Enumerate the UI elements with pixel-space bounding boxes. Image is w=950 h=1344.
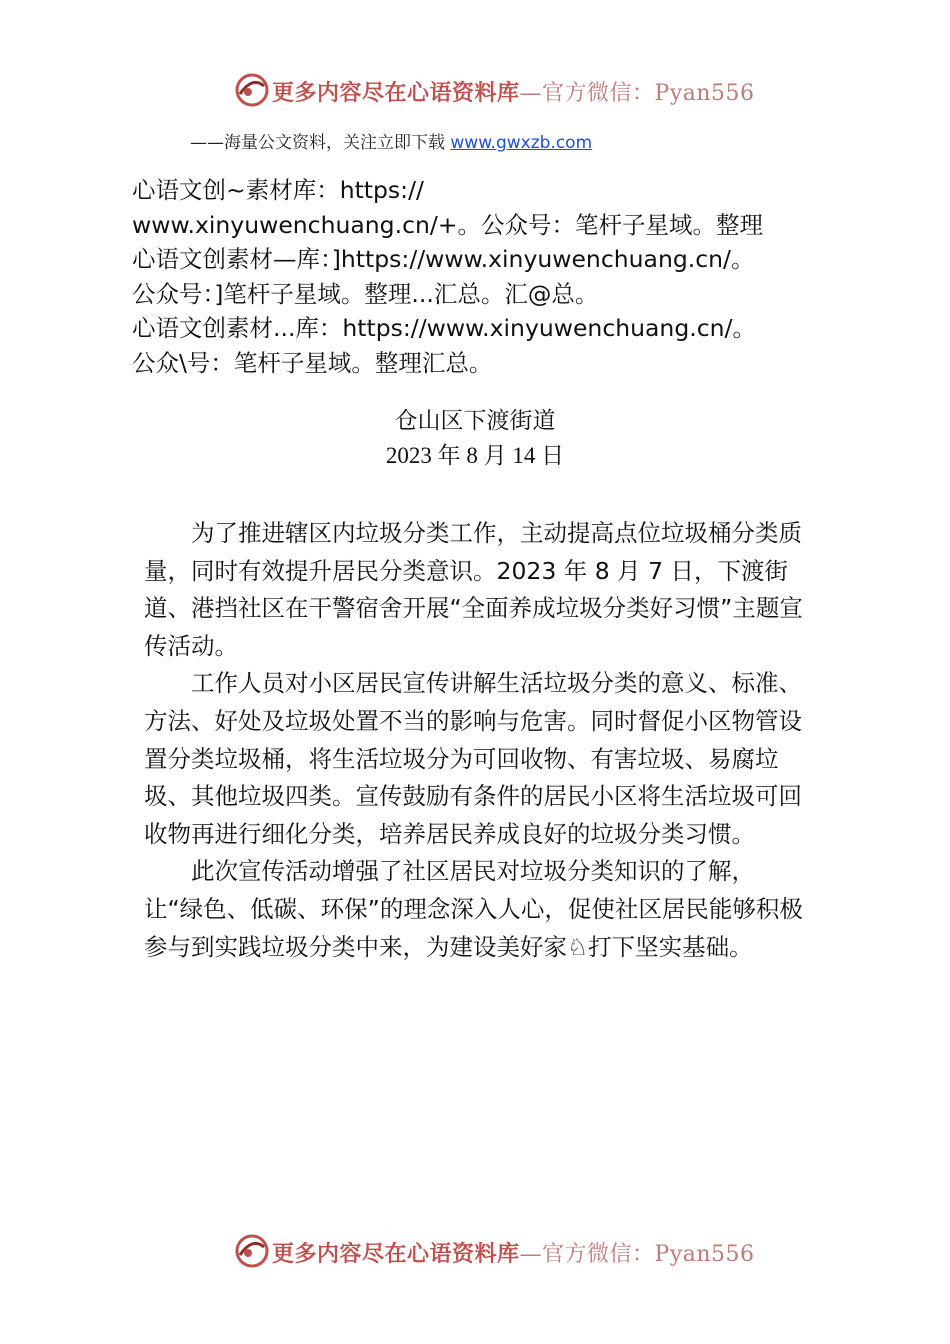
watermark-line: 心语文创素材...库：https://www.xinyuwenchuang.cn/。 bbox=[132, 314, 756, 343]
banner-text bbox=[272, 76, 755, 107]
watermark-line: 公众号：]笔杆子星域。整理...汇总。汇@总。 bbox=[132, 279, 599, 308]
banner-wechat-text: —官方微信：Pyan556 bbox=[519, 81, 755, 106]
document-body bbox=[144, 515, 814, 966]
banner-main-text: 更多内容尽在心语资料库 bbox=[272, 80, 520, 106]
watermark-line: 公众\号：笔杆子星域。整理汇总。 bbox=[132, 348, 493, 377]
brand-logo-icon bbox=[234, 72, 270, 108]
top-banner bbox=[0, 70, 950, 114]
body-paragraph: 工作人员对小区居民宣传讲解生活垃圾分类的意义、标准、方法、好处及垃圾处置不当的影响与危害。同时督促小区物管设置分类垃圾桶，将生活垃圾分为可回收物、有害垃圾、易腐垃圾、其他垃圾四类。宣传鼓励有条件的居民小区将生活垃圾可回收物再进行细化分类，培养居民养成良好的垃圾分类习惯。 bbox=[144, 669, 802, 848]
download-link[interactable]: www.gwxzb.com bbox=[450, 133, 593, 153]
document-date: 2023 年 8 月 14 日 bbox=[385, 443, 565, 468]
subline-prefix: ——海量公文资料，关注立即下载 bbox=[190, 133, 451, 153]
body-paragraph: 此次宣传活动增强了社区居民对垃圾分类知识的了解，让“绿色、低碳、环保”的理念深入人心，促使社区居民能够积极参与到实践垃圾分类中来，为建设美好家♘打下坚实基础。 bbox=[144, 857, 803, 961]
watermark-text-block bbox=[132, 173, 832, 381]
watermark-line: 心语文创~素材库：https:// bbox=[132, 176, 424, 204]
brand-logo-icon bbox=[234, 1233, 270, 1269]
banner-wechat-text: —官方微信：Pyan556 bbox=[519, 1242, 755, 1267]
banner-text bbox=[272, 1237, 755, 1268]
download-subline bbox=[190, 128, 592, 153]
bottom-banner bbox=[0, 1231, 950, 1275]
watermark-line: 心语文创素材—库：]https://www.xinyuwenchuang.cn/。 bbox=[132, 245, 755, 274]
watermark-line: www.xinyuwenchuang.cn/+。公众号：笔杆子星域。整理 bbox=[132, 210, 763, 239]
banner-main-text: 更多内容尽在心语资料库 bbox=[272, 1241, 520, 1267]
body-paragraph: 为了推进辖区内垃圾分类工作，主动提高点位垃圾桶分类质量，同时有效提升居民分类意识。2023 年 8 月 7 日，下渡街道、港挡社区在干警宿舍开展“全面养成垃圾分类好习惯”主题宣传活动。 bbox=[144, 519, 803, 660]
document-org: 仓山区下渡街道 bbox=[394, 408, 556, 433]
